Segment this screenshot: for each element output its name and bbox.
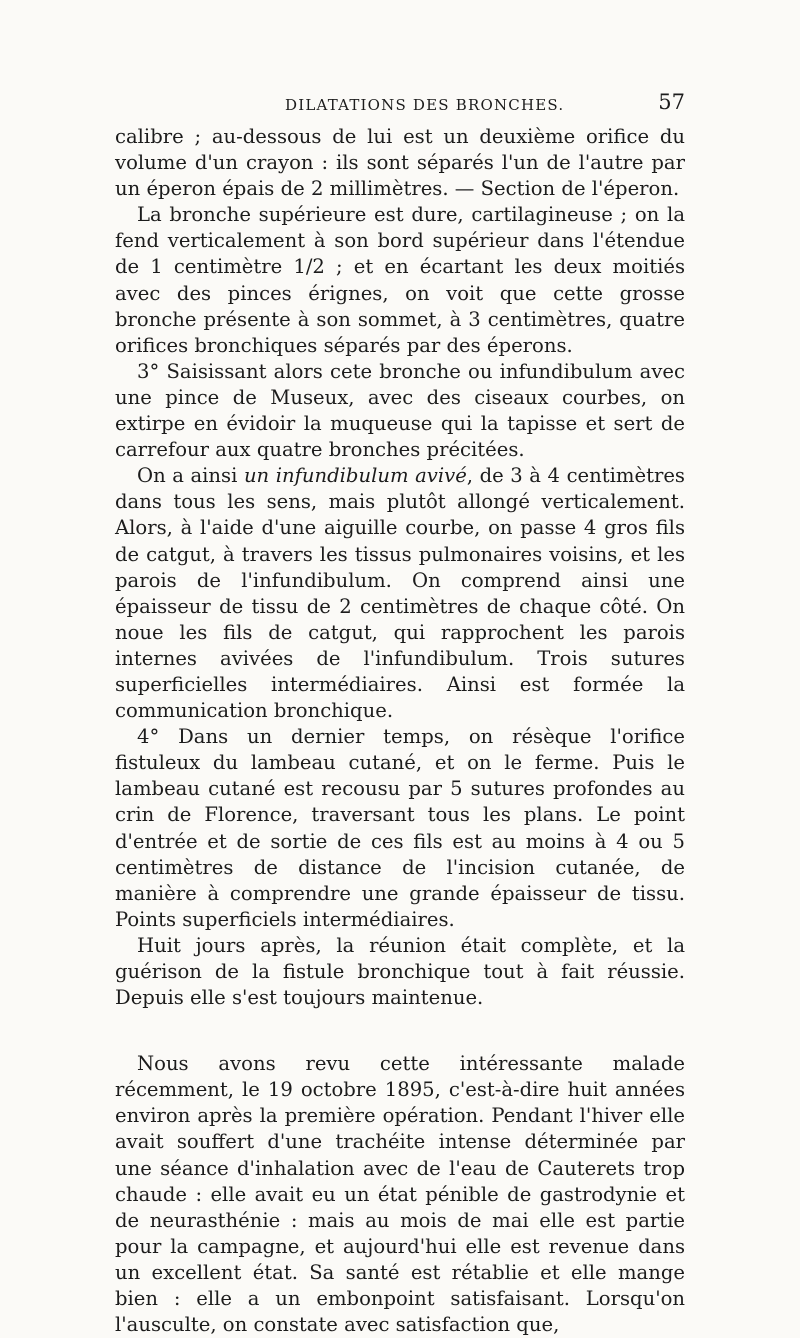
paragraph-3: 3° Saisissant alors cete bronche ou infundibulum avec une pince de Museux, avec des ciseaux courbes, on extirpe en évidoir la muqueuse qui la tapisse et sert de carrefour aux quatre bronches précitées. <box>115 359 685 462</box>
paragraph-6: Huit jours après, la réunion était complète, et la guérison de la fistule bronchique tout à fait réussie. Depuis elle s'est toujours maintenue. <box>115 933 685 1010</box>
paragraph-4-start: On a ainsi <box>137 464 244 488</box>
section-gap <box>115 1011 685 1051</box>
running-title: DILATATIONS DES BRONCHES. <box>285 96 565 114</box>
page-number: 57 <box>658 90 685 114</box>
paragraph-4-rest: , de 3 à 4 centimètres dans tous les sens, mais plutôt allongé verticalement. Alors, à l'aide d'une aiguille courbe, on passe 4 gros fils de catgut, à travers les tissus pulmonaires voisins, et les parois de l'infundibulum. On comprend ainsi une épaisseur de tissu de 2 centimètres de chaque côté. On noue les fils de catgut, qui rapprochent les parois internes avivées de l'infundibulum. Trois sutures superficielles intermédiaires. Ainsi est formée la communication bronchique. <box>115 464 685 723</box>
paragraph-4 <box>115 463 685 724</box>
paragraph-2: La bronche supérieure est dure, cartilagineuse ; on la fend verticalement à son bord supérieur dans l'étendue de 1 centimètre 1/2 ; et en écartant les deux moitiés avec des pinces érignes, on voit que cette grosse bronche présente à son sommet, à 3 centimètres, quatre orifices bronchiques séparés par des éperons. <box>115 203 685 357</box>
page-header <box>115 90 685 120</box>
body-text <box>115 124 685 1338</box>
italic-term: un infundibulum avivé <box>243 464 467 488</box>
paragraph-5: 4° Dans un dernier temps, on résèque l'orifice fistuleux du lambeau cutané, et on le ferme. Puis le lambeau cutané est recousu par 5 sutures profondes au crin de Florence, traversant tous les plans. Le point d'entrée et de sortie de ces fils est au moins à 4 ou 5 centimètres de distance de l'incision cutanée, de manière à comprendre une grande épaisseur de tissu. Points superficiels intermédiaires. <box>115 725 685 931</box>
paragraph-7: Nous avons revu cette intéressante malade récemment, le 19 octobre 1895, c'est-à-dire huit années environ après la première opération. Pendant l'hiver elle avait souffert d'une trachéite intense déterminée par une séance d'inhalation avec de l'eau de Cauterets trop chaude : elle avait eu un état pénible de gastrodynie et de neurasthénie : mais au mois de mai elle est partie pour la campagne, et aujourd'hui elle est revenue dans un excellent état. Sa santé est rétablie et elle mange bien : elle a un embonpoint satisfaisant. Lorsqu'on l'ausculte, on constate avec satisfaction que, <box>115 1052 685 1337</box>
paragraph-1: calibre ; au-dessous de lui est un deuxième orifice du volume d'un crayon : ils sont séparés l'un de l'autre par un éperon épais de 2 millimètres. — Section de l'éperon. <box>115 125 685 201</box>
